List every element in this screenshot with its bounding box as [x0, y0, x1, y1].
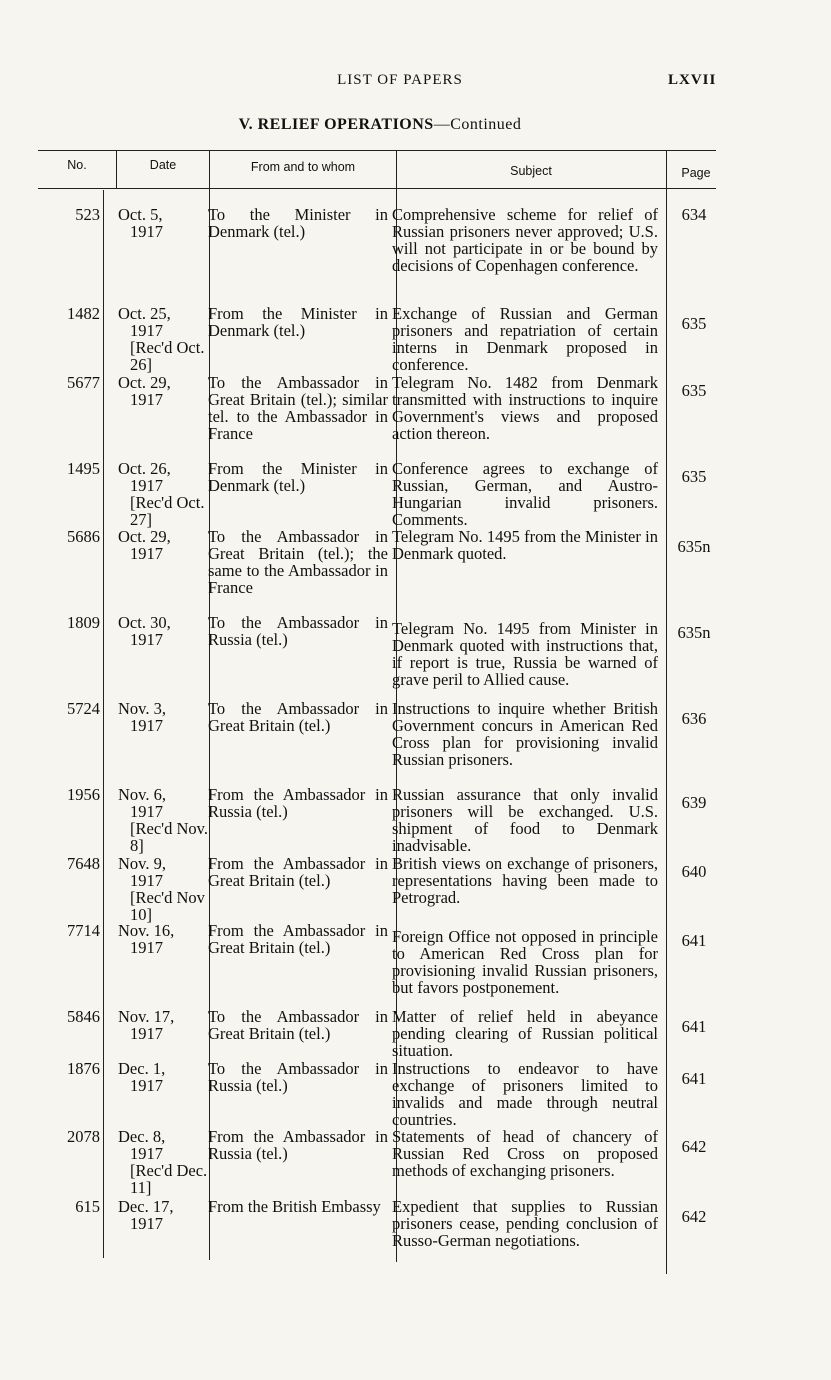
- row-page: 635n: [677, 623, 711, 642]
- row-number: 1956: [67, 785, 100, 804]
- date-line: Oct. 29,: [118, 527, 171, 546]
- section-continued: —Continued: [433, 116, 522, 133]
- date-year: 1917: [130, 630, 163, 649]
- date-line: Oct. 25,: [118, 304, 171, 323]
- date-line: Nov. 6,: [118, 785, 166, 804]
- row-number: 5724: [67, 699, 100, 718]
- row-date: [118, 700, 208, 734]
- date-line: Oct. 26,: [118, 459, 171, 478]
- date-year: 1917: [130, 1214, 163, 1233]
- row-subject: Expedient that supplies to Russian prisoners cease, pending conclusion of Russo-German negotiations.: [392, 1197, 658, 1250]
- row-date: [118, 528, 208, 562]
- date-line: Nov. 9,: [118, 854, 166, 873]
- row-subject: Instructions to inquire whether British Government concurs in American Red Cross plan for provisioning invalid Russian prisoners.: [392, 699, 658, 769]
- row-date: [118, 374, 208, 408]
- row-date: [118, 305, 208, 373]
- row-page: 641: [681, 1069, 707, 1088]
- row-from-to: To the Ambassador in Great Britain (tel.): [208, 699, 388, 735]
- row-subject: Comprehensive scheme for relief of Russian prisoners never approved; U.S. will not participate in or be bound by decisions of Copenhagen conference.: [392, 205, 658, 275]
- date-line: Nov. 3,: [118, 699, 166, 718]
- date-received: [Rec'd Nov 10]: [130, 888, 205, 924]
- row-page: 635: [681, 467, 707, 486]
- date-year: 1917: [130, 871, 163, 890]
- date-year: 1917: [130, 390, 163, 409]
- date-line: Nov. 16,: [118, 921, 175, 940]
- row-date: [118, 855, 208, 923]
- date-line: Oct. 29,: [118, 373, 171, 392]
- date-received: [Rec'd Nov. 8]: [130, 819, 208, 855]
- row-page: 636: [681, 709, 707, 728]
- row-date: [118, 614, 208, 648]
- row-number: 1876: [67, 1059, 100, 1078]
- date-line: Nov. 17,: [118, 1007, 175, 1026]
- date-year: 1917: [130, 802, 163, 821]
- row-date: [118, 206, 208, 240]
- running-title: LIST OF PAPERS: [337, 72, 463, 88]
- date-line: Oct. 30,: [118, 613, 171, 632]
- row-number: 1482: [67, 304, 100, 323]
- header-bottom-rule: [38, 188, 716, 189]
- date-line: Dec. 8,: [118, 1127, 166, 1146]
- date-year: 1917: [130, 321, 163, 340]
- date-received: [Rec'd Oct. 26]: [130, 338, 205, 374]
- row-number: 2078: [67, 1127, 100, 1146]
- date-year: 1917: [130, 1024, 163, 1043]
- row-from-to: From the Minister in Denmark (tel.): [208, 459, 388, 495]
- row-from-to: To the Ambassador in Russia (tel.): [208, 1059, 388, 1095]
- row-subject: Telegram No. 1482 from Denmark transmitted with instructions to inquire Government's views and proposed action thereon.: [392, 373, 658, 443]
- date-received: [Rec'd Oct. 27]: [130, 493, 205, 529]
- row-page: 639: [681, 793, 707, 812]
- row-subject: Conference agrees to exchange of Russian, German, and Austro-Hungarian invalid prisoners. Comments.: [392, 459, 658, 529]
- row-date: [118, 1128, 208, 1196]
- row-date: [118, 460, 208, 528]
- section-title: [0, 116, 760, 134]
- row-page: 635: [681, 381, 707, 400]
- section-title-text: V. RELIEF OPERATIONS: [238, 116, 434, 133]
- row-subject: Instructions to endeavor to have exchange of prisoners limited to invalids and made through neutral countries.: [392, 1059, 658, 1129]
- date-received: [Rec'd Dec. 11]: [130, 1161, 208, 1197]
- date-line: Oct. 5,: [118, 205, 163, 224]
- row-date: [118, 922, 208, 956]
- row-page: 640: [681, 862, 707, 881]
- row-page: 641: [681, 1017, 707, 1036]
- row-date: [118, 786, 208, 854]
- date-line: Dec. 1,: [118, 1059, 166, 1078]
- row-from-to: From the Ambassador in Great Britain (tel.): [208, 854, 388, 890]
- row-subject: Statements of head of chancery of Russian Red Cross on proposed methods of exchanging prisoners.: [392, 1127, 658, 1180]
- row-subject: Exchange of Russian and German prisoners and repatriation of certain interns in Denmark proposed in conference.: [392, 304, 658, 374]
- row-page: 642: [681, 1137, 707, 1156]
- table-top-rule: [38, 150, 716, 151]
- row-number: 7714: [67, 921, 100, 940]
- row-from-to: To the Ambassador in Great Britain (tel.); similar tel. to the Ambassador in France: [208, 373, 388, 443]
- column-header-no: No.: [67, 158, 87, 172]
- row-from-to: To the Minister in Denmark (tel.): [208, 205, 388, 241]
- column-header-from: From and to whom: [250, 160, 356, 174]
- column-header-page: Page: [681, 166, 711, 180]
- date-year: 1917: [130, 476, 163, 495]
- row-number: 523: [75, 205, 100, 224]
- page-folio: LXVII: [668, 72, 717, 88]
- row-date: [118, 1198, 208, 1232]
- column-divider-date: [116, 150, 117, 188]
- date-line: Dec. 17,: [118, 1197, 174, 1216]
- row-number: 1809: [67, 613, 100, 632]
- date-year: 1917: [130, 1076, 163, 1095]
- row-page: 634: [681, 205, 707, 224]
- row-from-to: To the Ambassador in Russia (tel.): [208, 613, 388, 649]
- row-from-to: To the Ambassador in Great Britain (tel.); the same to the Ambassador in France: [208, 527, 388, 597]
- row-number: 1495: [67, 459, 100, 478]
- row-number: 615: [75, 1197, 100, 1216]
- row-number: 7648: [67, 854, 100, 873]
- running-head: [0, 72, 831, 96]
- row-date: [118, 1060, 208, 1094]
- column-header-date: Date: [149, 158, 177, 172]
- row-page: 642: [681, 1207, 707, 1226]
- row-from-to: From the Minister in Denmark (tel.): [208, 304, 388, 340]
- row-subject: Matter of relief held in abeyance pending clearing of Russian political situation.: [392, 1007, 658, 1060]
- row-from-to: To the Ambassador in Great Britain (tel.): [208, 1007, 388, 1043]
- row-page: 635n: [677, 537, 711, 556]
- column-header-subject: Subject: [510, 164, 552, 178]
- row-subject: Foreign Office not opposed in principle to American Red Cross plan for provisioning invalid Russian prisoners, but favors postponement.: [392, 927, 658, 997]
- row-number: 5846: [67, 1007, 100, 1026]
- row-number: 5677: [67, 373, 100, 392]
- row-page: 635: [681, 314, 707, 333]
- date-year: 1917: [130, 1144, 163, 1163]
- column-divider-date-body: [103, 190, 104, 1258]
- row-subject: Telegram No. 1495 from Minister in Denmark quoted with instructions that, if report is true, Russia be warned of grave peril to Allied cause.: [392, 619, 658, 689]
- date-year: 1917: [130, 222, 163, 241]
- row-subject: Telegram No. 1495 from the Minister in Denmark quoted.: [392, 527, 658, 563]
- row-from-to: From the Ambassador in Great Britain (tel.): [208, 921, 388, 957]
- row-from-to: From the Ambassador in Russia (tel.): [208, 785, 388, 821]
- row-number: 5686: [67, 527, 100, 546]
- row-date: [118, 1008, 208, 1042]
- row-from-to: From the Ambassador in Russia (tel.): [208, 1127, 388, 1163]
- date-year: 1917: [130, 716, 163, 735]
- date-year: 1917: [130, 544, 163, 563]
- row-page: 641: [681, 931, 707, 950]
- row-from-to: From the British Embassy: [208, 1197, 381, 1216]
- row-subject: Russian assurance that only invalid prisoners will be exchanged. U.S. shipment of food to Denmark inadvisable.: [392, 785, 658, 855]
- row-subject: British views on exchange of prisoners, representations having been made to Petrograd.: [392, 854, 658, 907]
- date-year: 1917: [130, 938, 163, 957]
